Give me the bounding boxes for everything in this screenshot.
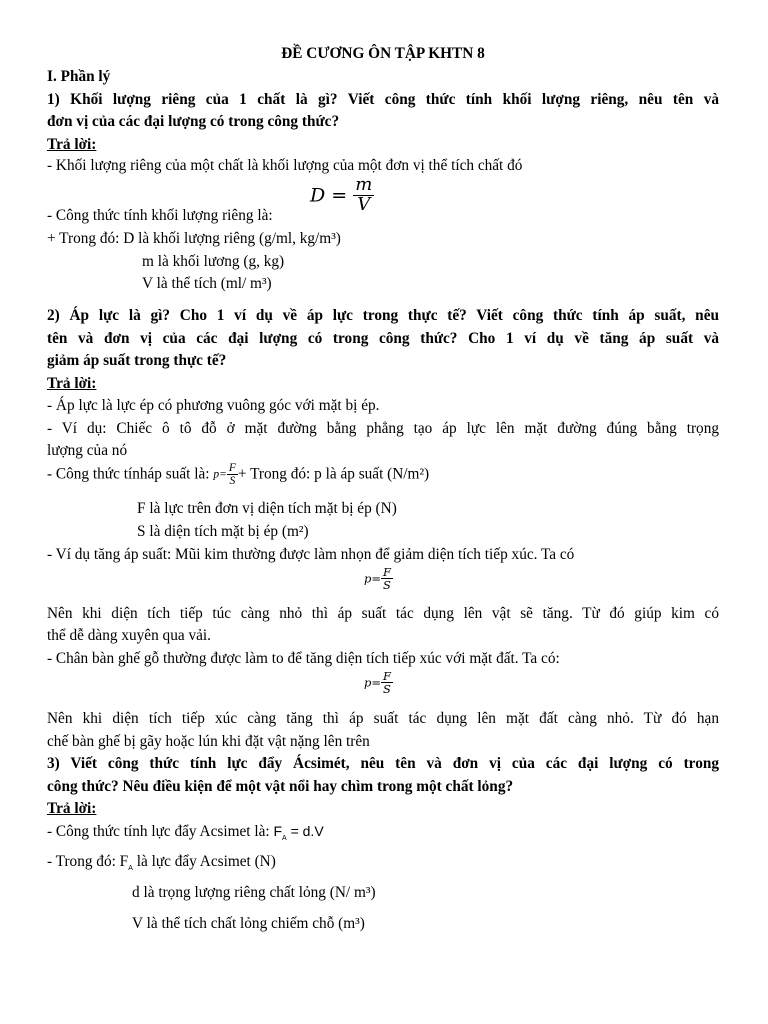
question-2-line-1: 2) Áp lực là gì? Cho 1 ví dụ về áp lực trong thực tế? Viết công thức tính áp suất, nêu bbox=[47, 307, 719, 324]
buoyancy-formula-F: F bbox=[273, 823, 283, 839]
pressure-formula-line bbox=[47, 462, 719, 492]
buoyancy-def-suffix: là lực đẩy Acsimet (N) bbox=[132, 853, 276, 870]
answer-1-text-4: m là khối lương (g, kg) bbox=[142, 253, 285, 270]
answer-2-text-7-line-2: thể dễ dàng xuyên qua vải. bbox=[47, 627, 211, 644]
answer-2-text-7-line-1: Nên khi diện tích tiếp túc càng nhỏ thì áp suất tác dụng lên vật sẽ tăng. Từ đó giúp kim có bbox=[47, 605, 719, 622]
answer-1-text-1: - Khối lượng riêng của một chất là khối lượng của một đơn vị thể tích chất đó bbox=[47, 157, 523, 174]
answer-2-text-1: - Áp lực là lực ép có phương vuông góc với mặt bị ép. bbox=[47, 397, 380, 414]
question-3-line-2: công thức? Nêu điều kiện để một vật nổi hay chìm trong một chất lỏng? bbox=[47, 778, 514, 795]
question-2-line-2: tên và đơn vị của các đại lượng có trong công thức? Cho 1 ví dụ về tăng áp suất và bbox=[47, 330, 719, 347]
pressure-formula-center-2 bbox=[364, 670, 393, 695]
answer-3-text-4: V là thể tích chất lỏng chiếm chỗ (m³) bbox=[132, 915, 365, 932]
answer-3-text-2 bbox=[47, 851, 719, 880]
answer-2-text-8: - Chân bàn ghế gỗ thường được làm to để tăng diện tích tiếp xúc với mặt đất. Ta có: bbox=[47, 650, 560, 667]
buoyancy-def-sub: A bbox=[128, 865, 133, 873]
buoyancy-formula-sub: A bbox=[282, 835, 287, 843]
question-1-line-1: 1) Khối lượng riêng của 1 chất là gì? Viết công thức tính khối lượng riêng, nêu tên và bbox=[47, 91, 719, 108]
pressure-formula-suffix: + Trong đó: p là áp suất (N/m²) bbox=[237, 465, 430, 483]
pressure-denominator: S bbox=[229, 475, 236, 488]
density-denominator: V bbox=[357, 193, 371, 215]
pressure-formula-p: p= bbox=[364, 675, 381, 690]
question-2-line-3: giảm áp suất trong thực tế? bbox=[47, 352, 227, 369]
buoyancy-formula-rest: = d.V bbox=[286, 823, 324, 839]
answer-3-text-3: d là trọng lượng riêng chất lỏng (N/ m³) bbox=[132, 884, 376, 901]
answer-2-text-2-line-2: lượng của nó bbox=[47, 442, 128, 459]
answer-2-text-9-line-2: chế bàn ghế bị gãy hoặc lún khi đặt vật nặng lên trên bbox=[47, 733, 370, 750]
buoyancy-def-prefix: - Trong đó: F bbox=[47, 853, 129, 870]
answer-2-text-5: S là diện tích mặt bị ép (m²) bbox=[137, 523, 309, 540]
pressure-numerator: F bbox=[228, 462, 236, 474]
density-formula-lhs: D = bbox=[310, 184, 348, 207]
pressure-formula-p: p= bbox=[213, 468, 227, 481]
pressure-formula-p: p= bbox=[364, 571, 381, 586]
answer-2-text-6: - Ví dụ tăng áp suất: Mũi kim thường được làm nhọn để giảm diện tích tiếp xúc. Ta có bbox=[47, 546, 575, 563]
answer-3-text-1 bbox=[47, 820, 719, 850]
pressure-formula-center-1 bbox=[364, 566, 393, 591]
pressure-numerator: F bbox=[383, 565, 391, 579]
answer-label-2: Trả lời: bbox=[47, 375, 97, 392]
answer-label-1: Trả lời: bbox=[47, 136, 97, 153]
answer-2-text-4: F là lực trên đơn vị diện tích mặt bị ép (N) bbox=[137, 500, 397, 517]
document-title: ĐỀ CƯƠNG ÔN TẬP KHTN 8 bbox=[281, 45, 485, 62]
answer-1-text-3: + Trong đó: D là khối lượng riêng (g/ml, kg/m³) bbox=[47, 230, 341, 247]
pressure-fraction bbox=[381, 566, 393, 591]
question-1-line-2: đơn vị của các đại lượng có trong công thức? bbox=[47, 113, 340, 130]
pressure-numerator: F bbox=[383, 669, 391, 683]
answer-2-text-2-line-1: - Ví dụ: Chiếc ô tô đỗ ở mặt đường bằng phẳng tạo áp lực lên mặt đường đúng bằng trọng bbox=[47, 420, 719, 437]
answer-1-text-5: V là thể tích (ml/ m³) bbox=[142, 275, 272, 292]
section-heading: I. Phần lý bbox=[47, 68, 111, 85]
answer-2-text-9-line-1: Nên khi diện tích tiếp xúc càng tăng thì áp suất tác dụng lên mặt đất càng nhỏ. Từ đó hạn bbox=[47, 710, 719, 727]
pressure-fraction bbox=[227, 462, 238, 487]
answer-1-text-2: - Công thức tính khối lượng riêng là: bbox=[47, 207, 273, 224]
pressure-denominator: S bbox=[383, 578, 391, 593]
buoyancy-formula-prefix: - Công thức tính lực đẩy Acsimet là: bbox=[47, 823, 274, 840]
pressure-fraction bbox=[381, 670, 393, 695]
density-numerator: m bbox=[355, 174, 373, 195]
answer-label-3: Trả lời: bbox=[47, 800, 97, 817]
question-3-line-1: 3) Viết công thức tính lực đẩy Ácsimét, nêu tên và đơn vị của các đại lượng có trong bbox=[47, 755, 719, 772]
pressure-denominator: S bbox=[383, 682, 391, 697]
pressure-formula-prefix: - Công thức tínháp suất là: bbox=[47, 465, 210, 483]
